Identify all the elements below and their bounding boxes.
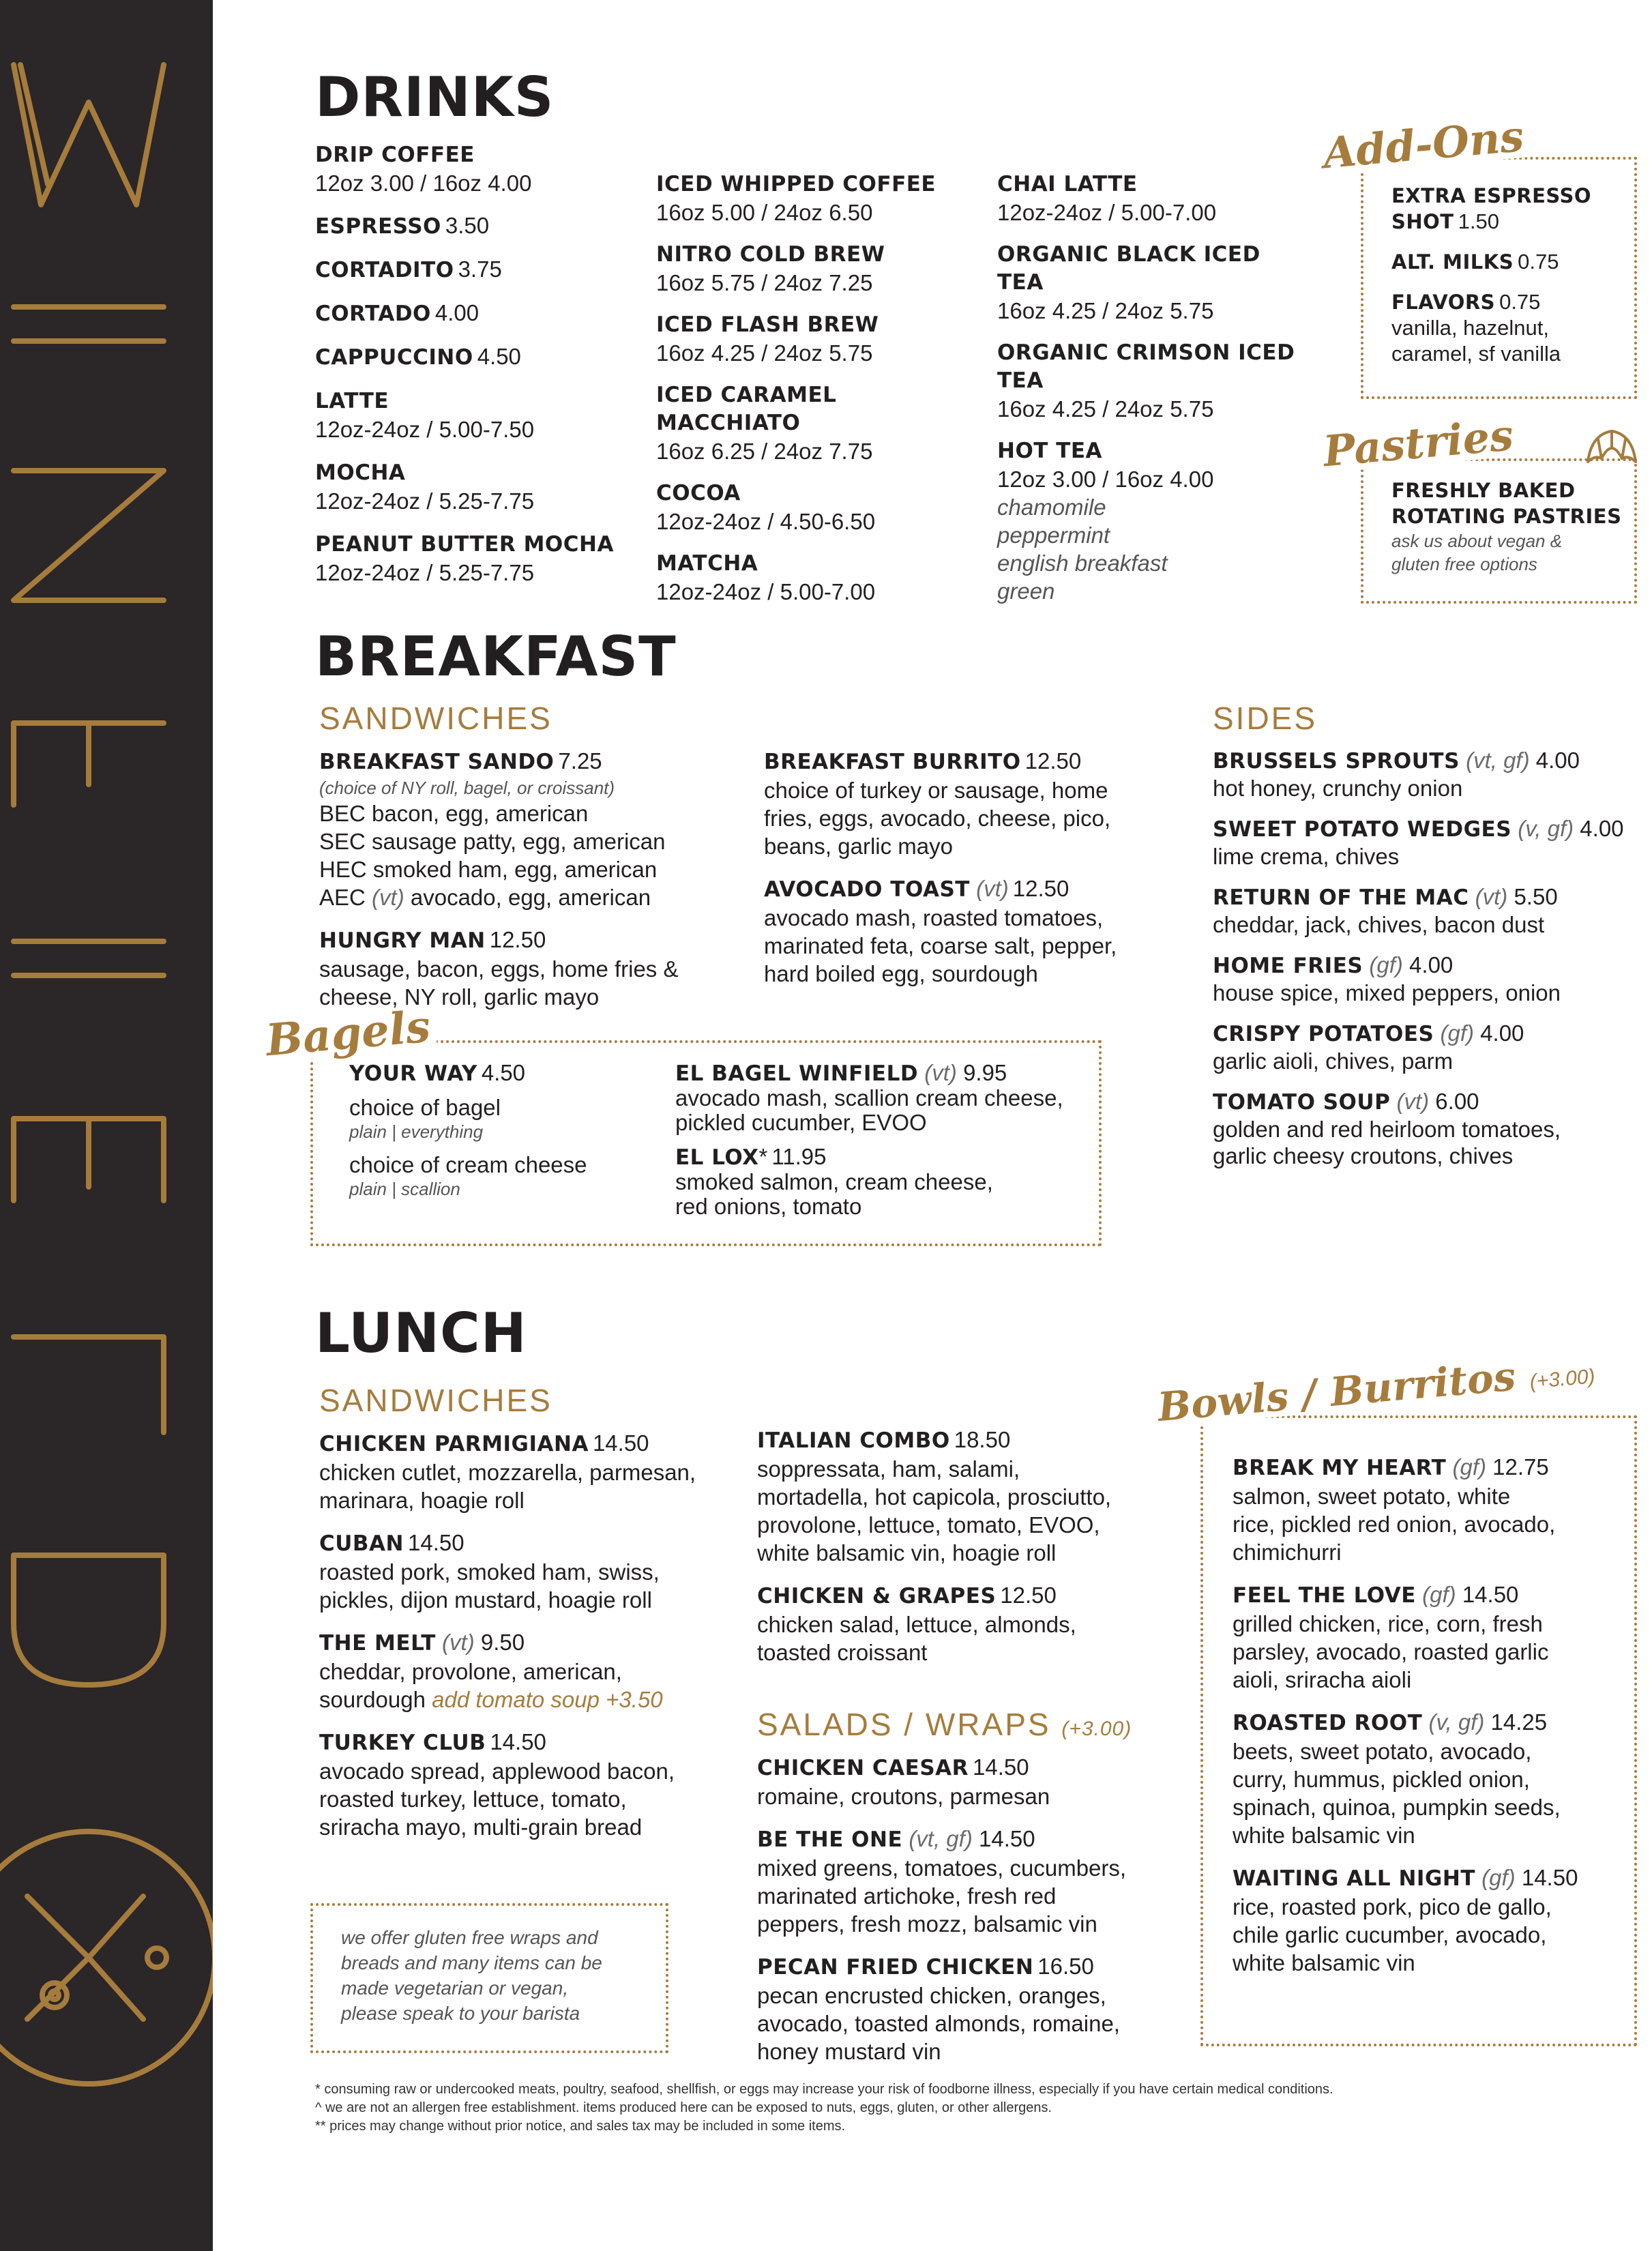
- choice-options: plain | everything: [349, 1121, 484, 1142]
- item-name: CORTADITO: [315, 258, 454, 282]
- item-description: curry, hummus, pickled onion,: [1233, 1767, 1530, 1792]
- menu-item: [319, 1529, 742, 1614]
- item-name: LATTE: [315, 389, 389, 413]
- choice-label: choice of bagel: [349, 1095, 501, 1120]
- diet-tag: (vt): [1396, 1089, 1430, 1114]
- item-price: 14.50: [408, 1530, 464, 1555]
- item-description: rice, roasted pork, pico de gallo,: [1233, 1894, 1552, 1919]
- item-name: AVOCADO TOAST: [764, 877, 970, 902]
- item-description: vanilla, hazelnut,: [1391, 316, 1549, 340]
- item-description: sausage, bacon, eggs, home fries &: [319, 956, 679, 982]
- menu-item: [675, 1145, 1098, 1219]
- item-name: THE MELT: [319, 1631, 436, 1656]
- addon-note: add tomato soup +3.50: [432, 1687, 663, 1712]
- item-name: CHICKEN & GRAPES: [757, 1584, 997, 1608]
- menu-item: [656, 480, 970, 535]
- menu-item: [315, 140, 615, 197]
- item-description: white balsamic vin: [1233, 1950, 1415, 1975]
- menu-item: [656, 241, 970, 297]
- item-price: 14.50: [592, 1430, 649, 1456]
- item-description: [319, 883, 742, 911]
- item-name: ITALIAN COMBO: [757, 1428, 950, 1453]
- item-description: garlic aioli, chives, parm: [1213, 1048, 1454, 1074]
- item-price: 3.50: [445, 213, 490, 238]
- item-price: 14.50: [490, 1729, 546, 1754]
- pastries-note: ask us about vegan &: [1391, 531, 1563, 551]
- item-name: COCOA: [656, 481, 741, 505]
- item-name: HOME FRIES: [1213, 954, 1363, 978]
- menu-item: [315, 342, 615, 372]
- item-price: 12.75: [1492, 1454, 1549, 1480]
- diet-tag: (gf): [1440, 1020, 1475, 1046]
- choice-options: plain | scallion: [349, 1179, 460, 1199]
- lunch-column-1: [319, 1429, 742, 1855]
- item-description: avocado mash, scallion cream cheese,: [675, 1085, 1063, 1110]
- item-name: ICED FLASH BREW: [656, 312, 879, 337]
- sidebar-brand-panel: [0, 0, 213, 2251]
- item-name: ICED CARAMEL MACCHIATO: [656, 383, 837, 435]
- item-description: avocado spread, applewood bacon,: [319, 1759, 675, 1784]
- item-price: 11.95: [771, 1144, 827, 1169]
- item-description: rice, pickled red onion, avocado,: [1233, 1512, 1556, 1537]
- menu-item: [997, 171, 1311, 226]
- item-name: MATCHA: [656, 551, 758, 576]
- item-price: 14.50: [1462, 1582, 1519, 1607]
- menu-item: [319, 747, 742, 911]
- diet-tag: (gf): [1422, 1582, 1456, 1607]
- item-name: CRISPY POTATOES: [1213, 1022, 1434, 1046]
- note-line: we offer gluten free wraps and: [341, 1927, 598, 1948]
- item-description: beets, sweet potato, avocado,: [1233, 1739, 1532, 1764]
- item-name: ICED WHIPPED COFFEE: [656, 172, 936, 196]
- menu-item: [315, 458, 615, 515]
- item-description: chile garlic cucumber, avocado,: [1233, 1922, 1547, 1947]
- item-name: ESPRESSO: [315, 214, 441, 239]
- item-sizes: 12oz-24oz / 4.50-6.50: [656, 509, 876, 534]
- diet-tag: (vt): [372, 885, 404, 910]
- item-text: sourdough: [319, 1687, 426, 1712]
- item-price: 12.50: [489, 927, 546, 952]
- item-description: pickles, dijon mustard, hoagie roll: [319, 1587, 652, 1613]
- item-description: chicken salad, lettuce, almonds,: [757, 1612, 1076, 1637]
- salads-upcharge: (+3.00): [1061, 1718, 1132, 1740]
- item-description: mixed greens, tomatoes, cucumbers,: [757, 1855, 1127, 1881]
- bagels-column-2: [675, 1061, 1098, 1233]
- item-price: 4.00: [1535, 748, 1580, 773]
- item-description: avocado, toasted almonds, romaine,: [757, 2011, 1120, 2036]
- item-description: aioli, sriracha aioli: [1233, 1667, 1412, 1692]
- item-description: lime crema, chives: [1213, 844, 1400, 869]
- item-sizes: 12oz-24oz / 5.00-7.50: [315, 417, 535, 442]
- diet-tag: (gf): [1369, 952, 1403, 977]
- item-name: ROASTED ROOT: [1233, 1711, 1423, 1735]
- menu-item: [1233, 1580, 1628, 1694]
- item-description: roasted pork, smoked ham, swiss,: [319, 1559, 660, 1585]
- menu-item: [1213, 747, 1636, 801]
- item-sizes: 16oz 5.00 / 24oz 6.50: [656, 200, 873, 225]
- drinks-column-1: [315, 140, 615, 601]
- item-description: marinated feta, coarse salt, pepper,: [764, 933, 1117, 958]
- item-description: honey mustard vin: [757, 2039, 941, 2064]
- menu-item: [656, 381, 970, 465]
- item-description: hot honey, crunchy onion: [1213, 776, 1463, 801]
- item-description: HEC smoked ham, egg, american: [319, 857, 658, 882]
- item-description: garlic cheesy croutons, chives: [1213, 1143, 1514, 1168]
- item-price: 0.75: [1518, 250, 1559, 274]
- breakfast-heading: BREAKFAST: [315, 625, 677, 688]
- item-name: ALT. MILKS: [1391, 250, 1514, 274]
- item-sizes: 12oz 3.00 / 16oz 4.00: [315, 171, 532, 196]
- item-name: PECAN FRIED CHICKEN: [757, 1955, 1034, 1980]
- item-name: TURKEY CLUB: [319, 1731, 486, 1755]
- item-description: romaine, croutons, parmesan: [757, 1784, 1050, 1809]
- item-price: 4.00: [1480, 1020, 1524, 1046]
- menu-item: [315, 255, 615, 284]
- pastries-heading: Pastries: [1316, 414, 1521, 473]
- menu-item: [1213, 1020, 1636, 1074]
- lunch-heading: LUNCH: [315, 1301, 527, 1365]
- item-price: 14.50: [979, 1826, 1035, 1851]
- menu-item: [764, 747, 1187, 860]
- item-price: 4.00: [1580, 816, 1624, 841]
- item-description: chimichurri: [1233, 1540, 1342, 1565]
- item-sizes: 12oz-24oz / 5.25-7.75: [315, 560, 535, 585]
- item-description: house spice, mixed peppers, onion: [1213, 980, 1561, 1005]
- item-price: 3.75: [458, 256, 502, 282]
- item-name: BRUSSELS SPROUTS: [1213, 749, 1460, 774]
- item-description: cheddar, jack, chives, bacon dust: [1213, 912, 1545, 937]
- addons-heading: Add-Ons: [1316, 115, 1531, 175]
- menu-item: [764, 874, 1187, 988]
- menu-item: [1233, 1708, 1628, 1849]
- item-name: FLAVORS: [1391, 291, 1496, 314]
- item-description: choice of turkey or sausage, home: [764, 778, 1108, 803]
- item-price: 7.25: [558, 748, 602, 774]
- tea-option: green: [997, 578, 1055, 604]
- bagel-choice: [349, 1095, 649, 1143]
- item-sizes: 12oz 3.00 / 16oz 4.00: [997, 467, 1214, 492]
- menu-item: [1391, 289, 1623, 367]
- gluten-free-note: [341, 1925, 648, 2026]
- item-description: SEC sausage patty, egg, american: [319, 829, 666, 854]
- menu-item: [319, 1429, 742, 1514]
- menu-item: [315, 529, 615, 587]
- item-name: BE THE ONE: [757, 1827, 903, 1852]
- menu-item: [997, 339, 1311, 423]
- lunch-column-2: [757, 1426, 1187, 1681]
- item-name: CHAI LATTE: [997, 172, 1138, 196]
- item-name: EL LOX: [675, 1145, 759, 1170]
- item-description: sriracha mayo, multi-grain bread: [319, 1814, 643, 1840]
- menu-item: [349, 1061, 649, 1086]
- breakfast-sides-label: SIDES: [1213, 701, 1318, 736]
- item-description: [319, 1686, 742, 1713]
- item-name: CORTADO: [315, 301, 431, 326]
- item-name: HUNGRY MAN: [319, 928, 486, 953]
- menu-item: [1213, 883, 1636, 938]
- brand-wordmark-graphic: [0, 0, 213, 2251]
- diet-tag: (gf): [1481, 1865, 1516, 1890]
- diet-tag: (v, gf): [1518, 816, 1574, 841]
- item-name: CHICKEN CAESAR: [757, 1756, 969, 1780]
- item-sizes: 16oz 4.25 / 24oz 5.75: [997, 396, 1214, 422]
- item-description: red onions, tomato: [675, 1194, 862, 1219]
- menu-item: [656, 311, 970, 367]
- item-name: ORGANIC BLACK ICED TEA: [997, 242, 1260, 295]
- item-description: white balsamic vin: [1233, 1823, 1415, 1848]
- menu-item: [1391, 249, 1623, 275]
- bagels-column-1: [349, 1061, 649, 1215]
- menu-item: [757, 1753, 1187, 1810]
- note-line: breads and many items can be: [341, 1952, 602, 1973]
- menu-item: [757, 1952, 1187, 2065]
- item-sizes: 16oz 5.75 / 24oz 7.25: [656, 270, 873, 295]
- item-description: cheese, NY roll, garlic mayo: [319, 984, 600, 1010]
- item-sizes: 12oz-24oz / 5.00-7.00: [997, 200, 1217, 225]
- item-price: 6.00: [1435, 1089, 1479, 1114]
- item-name: BREAK MY HEART: [1233, 1456, 1447, 1480]
- item-note: (choice of NY roll, bagel, or croissant): [319, 778, 615, 798]
- menu-item: [315, 211, 615, 241]
- cream-cheese-choice: [349, 1153, 649, 1201]
- menu-item: [1391, 183, 1623, 235]
- menu-item: [1233, 1453, 1628, 1566]
- item-description: caramel, sf vanilla: [1391, 342, 1561, 366]
- item-name: EL BAGEL WINFIELD: [675, 1061, 919, 1086]
- item-description: BEC bacon, egg, american: [319, 801, 589, 826]
- item-description: cheddar, provolone, american,: [319, 1659, 622, 1684]
- item-name: PEANUT BUTTER MOCHA: [315, 532, 614, 557]
- item-price: 4.50: [481, 1060, 526, 1085]
- choice-label: choice of cream cheese: [349, 1152, 587, 1177]
- croissant-icon: [1581, 424, 1642, 479]
- pastries-content: [1391, 477, 1630, 576]
- item-description: mortadella, hot capicola, prosciutto,: [757, 1484, 1112, 1510]
- diet-tag: (gf): [1452, 1454, 1486, 1480]
- item-sizes: 16oz 6.25 / 24oz 7.75: [656, 439, 873, 464]
- item-price: 4.00: [434, 300, 480, 325]
- item-description: hard boiled egg, sourdough: [764, 961, 1038, 986]
- diet-tag: (vt): [976, 876, 1009, 901]
- salads-wraps-label: [757, 1709, 1132, 1740]
- item-name: WAITING ALL NIGHT: [1233, 1866, 1475, 1891]
- bagels-heading: Bagels: [259, 1005, 437, 1063]
- item-sizes: 12oz-24oz / 5.25-7.75: [315, 488, 535, 514]
- sides-column: [1213, 747, 1636, 1183]
- item-description: salmon, sweet potato, white: [1233, 1484, 1511, 1509]
- menu-item: [997, 241, 1311, 325]
- breakfast-column-1: [319, 747, 742, 1025]
- item-description: pickled cucumber, EVOO: [675, 1110, 927, 1135]
- item-price: 14.50: [973, 1754, 1029, 1780]
- item-price: 14.50: [1521, 1865, 1578, 1890]
- menu-item: [757, 1825, 1187, 1938]
- note-line: made vegetarian or vegan,: [341, 1977, 569, 1999]
- item-description: chicken cutlet, mozzarella, parmesan,: [319, 1460, 696, 1485]
- menu-item: [319, 1728, 742, 1841]
- item-description: parsley, avocado, roasted garlic: [1233, 1639, 1549, 1664]
- item-name: ORGANIC CRIMSON ICED TEA: [997, 340, 1295, 393]
- item-description: toasted croissant: [757, 1640, 928, 1665]
- menu-item: [656, 171, 970, 226]
- menu-item: [656, 550, 970, 606]
- item-description: avocado mash, roasted tomatoes,: [764, 905, 1104, 930]
- item-name: TOMATO SOUP: [1213, 1090, 1391, 1115]
- item-price: 12.50: [1000, 1583, 1057, 1608]
- item-name: HOT TEA: [997, 439, 1103, 463]
- item-name: YOUR WAY: [349, 1061, 477, 1086]
- diet-tag: (vt, gf): [1466, 748, 1530, 773]
- tea-option: peppermint: [997, 523, 1110, 548]
- item-price: 12.50: [1024, 748, 1082, 774]
- item-description: spinach, quinoa, pumpkin seeds,: [1233, 1795, 1561, 1820]
- item-description: roasted turkey, lettuce, tomato,: [319, 1786, 627, 1812]
- item-name: CHICKEN PARMIGIANA: [319, 1432, 589, 1456]
- item-sizes: 16oz 4.25 / 24oz 5.75: [997, 298, 1214, 323]
- item-description: provolone, lettuce, tomato, EVOO,: [757, 1512, 1100, 1538]
- item-sizes: 16oz 4.25 / 24oz 5.75: [656, 340, 873, 366]
- item-description: pecan encrusted chicken, oranges,: [757, 1983, 1106, 2008]
- item-name: SHOT: [1391, 210, 1454, 233]
- diet-tag: (vt): [924, 1060, 957, 1085]
- menu-item: [1213, 952, 1636, 1006]
- salads-label-text: SALADS / WRAPS: [757, 1707, 1051, 1742]
- menu-item: [1233, 1864, 1628, 1977]
- disclaimer-line: * consuming raw or undercooked meats, poultry, seafood, shellfish, or eggs may increase your risk of foodborne illness, especially if you have certain medical conditions.: [315, 2082, 1333, 2097]
- item-price: 1.50: [1458, 209, 1499, 233]
- item-description: golden and red heirloom tomatoes,: [1213, 1117, 1561, 1142]
- item-name: BREAKFAST SANDO: [319, 750, 555, 774]
- diet-tag: (vt): [442, 1630, 475, 1655]
- item-description: soppressata, ham, salami,: [757, 1456, 1020, 1482]
- item-name: CAPPUCCINO: [315, 345, 473, 370]
- item-price: 9.50: [480, 1630, 525, 1655]
- disclaimer-line: ^ we are not an allergen free establishment. items produced here can be exposed to nuts, eggs, gluten, or other allergens.: [315, 2100, 1052, 2115]
- menu-item: [1213, 815, 1636, 870]
- note-line: please speak to your barista: [341, 2003, 580, 2024]
- breakfast-column-2: [764, 747, 1187, 1002]
- item-description: beans, garlic mayo: [764, 834, 953, 859]
- item-name: SWEET POTATO WEDGES: [1213, 817, 1512, 842]
- item-name: DRIP COFFEE: [315, 143, 475, 167]
- menu-item: [757, 1581, 1187, 1666]
- menu-item: [675, 1061, 1098, 1135]
- item-name: RETURN OF THE MAC: [1213, 885, 1469, 910]
- menu-item: [315, 299, 615, 328]
- item-code: AEC: [319, 885, 366, 910]
- item-description: marinara, hoagie roll: [319, 1488, 525, 1513]
- item-description: white balsamic vin, hoagie roll: [757, 1540, 1057, 1565]
- item-name: BREAKFAST BURRITO: [764, 750, 1021, 774]
- menu-item: [757, 1426, 1187, 1567]
- item-description: marinated artichoke, fresh red: [757, 1883, 1057, 1909]
- tea-option: chamomile: [997, 495, 1106, 520]
- pastries-name: FRESHLY BAKED: [1391, 479, 1576, 502]
- item-price: 0.75: [1499, 290, 1541, 314]
- pastries-note: gluten free options: [1391, 554, 1537, 574]
- menu-item: [319, 1628, 742, 1713]
- item-price: 18.50: [954, 1427, 1011, 1452]
- item-text: avocado, egg, american: [410, 885, 651, 910]
- item-name: FEEL THE LOVE: [1233, 1583, 1416, 1608]
- item-price: 16.50: [1037, 1954, 1094, 1979]
- item-description: smoked salmon, cream cheese,: [675, 1169, 993, 1194]
- item-name: MOCHA: [315, 460, 406, 485]
- item-sizes: 12oz-24oz / 5.00-7.00: [656, 579, 876, 604]
- item-price: 4.00: [1409, 952, 1454, 977]
- pastries-name: ROTATING PASTRIES: [1391, 505, 1622, 528]
- disclaimer-line: ** prices may change without prior notice, and sales tax may be included in some items.: [315, 2119, 846, 2134]
- tea-option: english breakfast: [997, 550, 1168, 576]
- item-description: grilled chicken, rice, corn, fresh: [1233, 1611, 1543, 1636]
- diet-tag: (vt): [1475, 884, 1508, 909]
- item-price: 14.25: [1490, 1709, 1548, 1735]
- item-price: 9.95: [963, 1060, 1007, 1085]
- item-description: peppers, fresh mozz, balsamic vin: [757, 1911, 1097, 1937]
- bowls-title: Bowls / Burritos: [1155, 1353, 1518, 1431]
- drinks-column-2: [656, 171, 970, 620]
- diet-tag: (v, gf): [1428, 1709, 1485, 1735]
- menu-item: [997, 437, 1311, 605]
- lunch-sandwiches-label: SANDWICHES: [319, 1383, 552, 1418]
- salads-column: [757, 1753, 1187, 2080]
- menu-item: [1213, 1088, 1636, 1169]
- bowls-column: [1233, 1453, 1628, 1991]
- item-description: fries, eggs, avocado, cheese, pico,: [764, 806, 1111, 831]
- raw-warning-mark: *: [758, 1144, 768, 1169]
- menu-item: [315, 386, 615, 443]
- item-price: 12.50: [1012, 876, 1070, 901]
- bowls-upcharge: (+3.00): [1529, 1365, 1596, 1394]
- item-price: 4.50: [477, 344, 521, 369]
- item-name: EXTRA ESPRESSO: [1391, 184, 1592, 207]
- addons-list: [1391, 183, 1623, 381]
- item-name: CUBAN: [319, 1531, 404, 1556]
- item-name: NITRO COLD BREW: [656, 242, 885, 267]
- footer-disclaimers: [315, 2080, 1333, 2136]
- drinks-column-3: [997, 171, 1311, 619]
- drinks-heading: DRINKS: [315, 65, 555, 129]
- menu-item: [319, 926, 742, 1011]
- breakfast-sandwiches-label: SANDWICHES: [319, 701, 552, 736]
- item-price: 5.50: [1514, 884, 1558, 909]
- diet-tag: (vt, gf): [909, 1826, 973, 1851]
